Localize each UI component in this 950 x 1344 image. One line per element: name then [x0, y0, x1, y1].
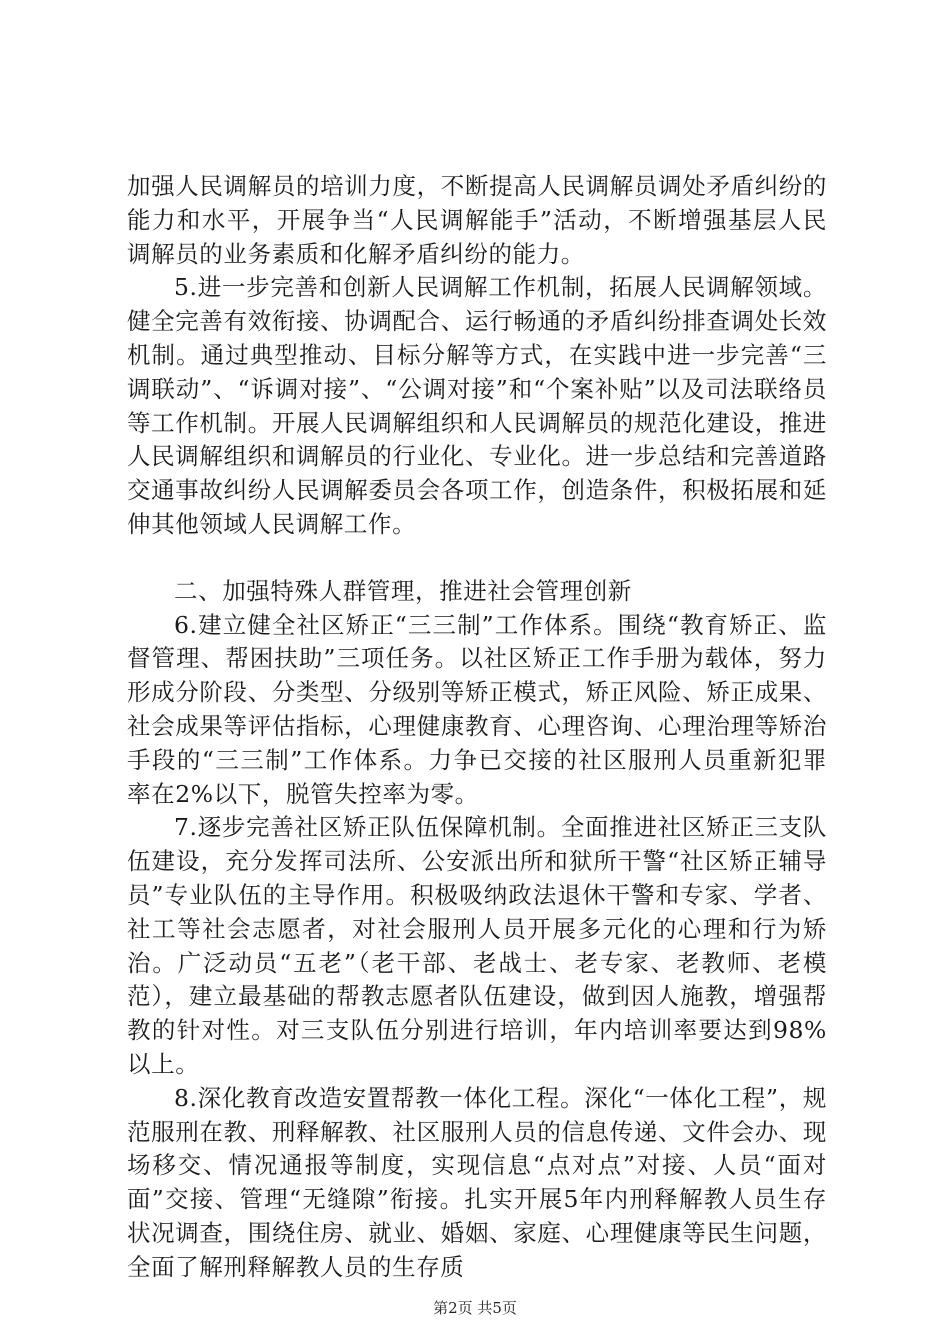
- paragraph-continuation: 加强人民调解员的培训力度，不断提高人民调解员调处矛盾纠纷的能力和水平，开展争当“人民调解能手”活动，不断增强基层人民调解员的业务素质和化解矛盾纠纷的能力。: [127, 172, 827, 268]
- paragraph-item-8: 8.深化教育改造安置帮教一体化工程。深化“一体化工程”，规范服刑在教、刑释解教、社区服刑人员的信息传递、文件会办、现场移交、情况通报等制度，实现信息“点对点”对接、人员“面对面”交接、管理“无缝隙”衔接。扎实开展5年内刑释解教人员生存状况调查，围绕住房、就业、婚姻、家庭、心理健康等民生问题，全面了解刑释解教人员的生存质: [127, 1083, 827, 1281]
- paragraph-item-5: 5.进一步完善和创新人民调解工作机制，拓展人民调解领域。健全完善有效衔接、协调配合、运行畅通的矛盾纠纷排查调处长效机制。通过典型推动、目标分解等方式，在实践中进一步完善“三调联动”、“诉调对接”、“公调对接”和“个案补贴”以及司法联络员等工作机制。开展人民调解组织和人民调解员的规范化建设，推进人民调解组织和调解员的行业化、专业化。进一步总结和完善道路交通事故纠纷人民调解委员会各项工作，创造条件，积极拓展和延伸其他领域人民调解工作。: [127, 273, 827, 538]
- paragraph-item-6: 6.建立健全社区矫正“三三制”工作体系。围绕“教育矫正、监督管理、帮困扶助”三项任务。以社区矫正工作手册为载体，努力形成分阶段、分类型、分级别等矫正模式，矫正风险、矫正成果、社会成果等评估指标，心理健康教育、心理咨询、心理治理等矫治手段的“三三制”工作体系。力争已交接的社区服刑人员重新犯罪率在2%以下，脱管失控率为零。: [127, 610, 827, 808]
- paragraph-item-7: 7.逐步完善社区矫正队伍保障机制。全面推进社区矫正三支队伍建设，充分发挥司法所、公安派出所和狱所干警“社区矫正辅导员”专业队伍的主导作用。积极吸纳政法退休干警和专家、学者、社工等社会志愿者，对社会服刑人员开展多元化的心理和行为矫治。广泛动员“五老”（老干部、老战士、老专家、老教师、老模范），建立最基础的帮教志愿者队伍建设，做到因人施教，增强帮教的针对性。对三支队伍分别进行培训，年内培训率要达到98%以上。: [127, 813, 827, 1078]
- document-body: [127, 170, 827, 1285]
- section-heading-2: 二、加强特殊人群管理，推进社会管理创新: [174, 576, 632, 605]
- page-footer: 第2页 共5页: [433, 1299, 517, 1317]
